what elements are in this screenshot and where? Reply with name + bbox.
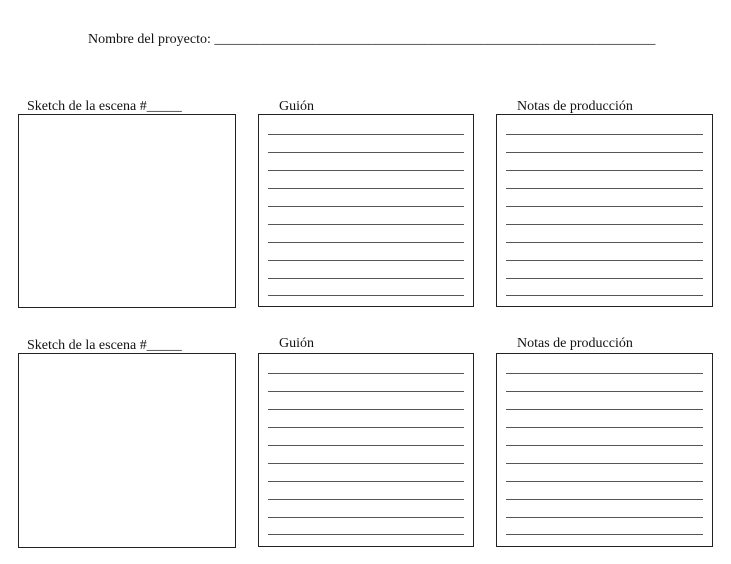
sketch-label-2: Sketch de la escena #_____ [27,338,182,353]
writing-line [506,242,703,243]
writing-line [506,463,703,464]
writing-line [268,463,464,464]
notes-label-1: Notas de producción [517,99,633,114]
writing-line [268,152,464,153]
project-name-field [88,32,655,48]
writing-line [506,409,703,410]
script-lined-box-1 [258,114,474,307]
writing-line [506,534,703,535]
script-label-2: Guión [279,336,314,351]
writing-line [268,409,464,410]
sketch-label-1: Sketch de la escena #_____ [27,99,182,114]
writing-line [506,206,703,207]
writing-line [268,517,464,518]
writing-line [506,391,703,392]
writing-line [268,427,464,428]
writing-line [268,534,464,535]
notes-lined-box-1 [496,114,713,307]
project-name-label: Nombre del proyecto: [88,32,215,47]
writing-line [268,373,464,374]
writing-line [506,152,703,153]
writing-line [268,391,464,392]
writing-line [268,188,464,189]
writing-line [268,206,464,207]
sketch-box-1 [18,114,236,308]
sketch-box-2 [18,353,236,548]
script-lined-box-2 [258,353,474,547]
writing-line [268,295,464,296]
notes-label-2: Notas de producción [517,336,633,351]
writing-line [268,170,464,171]
writing-line [506,295,703,296]
writing-line [506,278,703,279]
notes-lined-box-2 [496,353,713,547]
writing-line [506,134,703,135]
writing-line [268,481,464,482]
writing-line [506,188,703,189]
writing-line [268,445,464,446]
writing-line [506,427,703,428]
writing-line [506,373,703,374]
writing-line [506,170,703,171]
writing-line [506,517,703,518]
writing-line [268,260,464,261]
writing-line [268,224,464,225]
writing-line [506,445,703,446]
writing-line [506,481,703,482]
writing-line [268,242,464,243]
writing-line [268,134,464,135]
writing-line [506,499,703,500]
writing-line [268,278,464,279]
writing-line [506,260,703,261]
writing-line [506,224,703,225]
project-name-blank: _______________________________________________________________ [214,32,656,47]
script-label-1: Guión [279,99,314,114]
writing-line [268,499,464,500]
